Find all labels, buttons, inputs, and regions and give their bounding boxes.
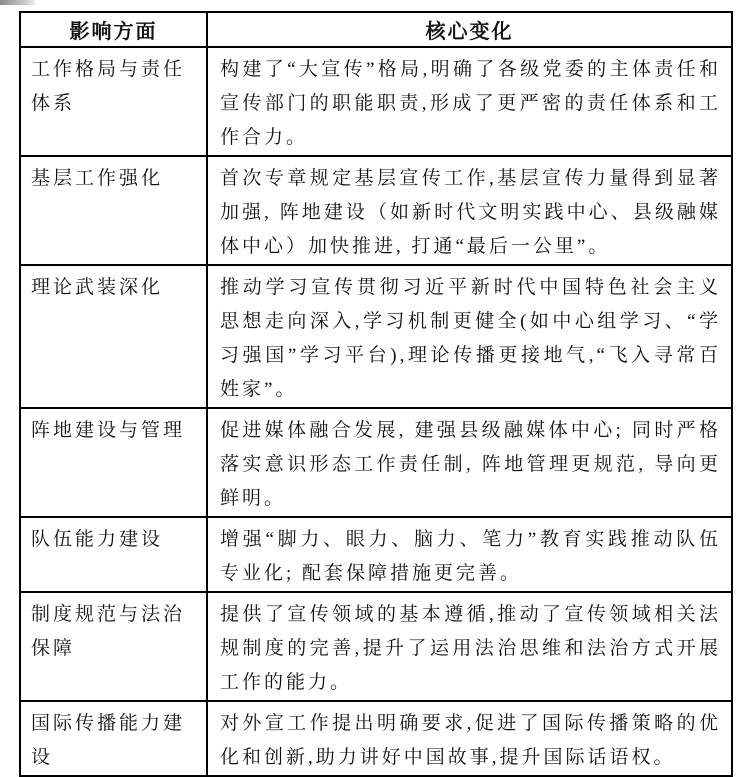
table-row — [20, 156, 732, 265]
column-header-change: 核心变化 — [207, 12, 732, 47]
table-row — [20, 47, 732, 156]
table-row — [20, 265, 732, 408]
change-cell: 首次专章规定基层宣传工作,基层宣传力量得到显著加强, 阵地建设（如新时代文明实践中心、县级融媒体中心）加快推进, 打通“最后一公里”。 — [207, 156, 732, 265]
header-row — [20, 12, 732, 47]
change-cell: 推动学习宣传贯彻习近平新时代中国特色社会主义思想走向深入,学习机制更健全(如中心组学习、“学习强国”学习平台),理论传播更接地气,“飞入寻常百姓家”。 — [207, 265, 732, 408]
table-row — [20, 701, 732, 776]
aspect-cell: 基层工作强化 — [20, 156, 207, 265]
aspect-cell: 工作格局与责任体系 — [20, 47, 207, 156]
aspect-cell: 国际传播能力建设 — [20, 701, 207, 776]
table-row — [20, 408, 732, 517]
aspect-cell: 理论武装深化 — [20, 265, 207, 408]
corner-artifact — [0, 0, 35, 5]
change-cell: 提供了宣传领域的基本遵循,推动了宣传领域相关法规制度的完善,提升了运用法治思维和法治方式开展工作的能力。 — [207, 592, 732, 701]
change-cell: 促进媒体融合发展, 建强县级融媒体中心; 同时严格落实意识形态工作责任制, 阵地管理更规范, 导向更鲜明。 — [207, 408, 732, 517]
change-cell: 对外宣工作提出明确要求,促进了国际传播策略的优化和创新,助力讲好中国故事,提升国际话语权。 — [207, 701, 732, 776]
aspect-cell: 阵地建设与管理 — [20, 408, 207, 517]
aspect-cell: 制度规范与法治保障 — [20, 592, 207, 701]
table-row — [20, 517, 732, 592]
column-header-aspect: 影响方面 — [20, 12, 207, 47]
impact-table — [19, 11, 733, 777]
table-row — [20, 592, 732, 701]
change-cell: 增强“脚力、眼力、脑力、笔力”教育实践推动队伍专业化; 配套保障措施更完善。 — [207, 517, 732, 592]
aspect-cell: 队伍能力建设 — [20, 517, 207, 592]
change-cell: 构建了“大宣传”格局,明确了各级党委的主体责任和宣传部门的职能职责,形成了更严密的责任体系和工作合力。 — [207, 47, 732, 156]
